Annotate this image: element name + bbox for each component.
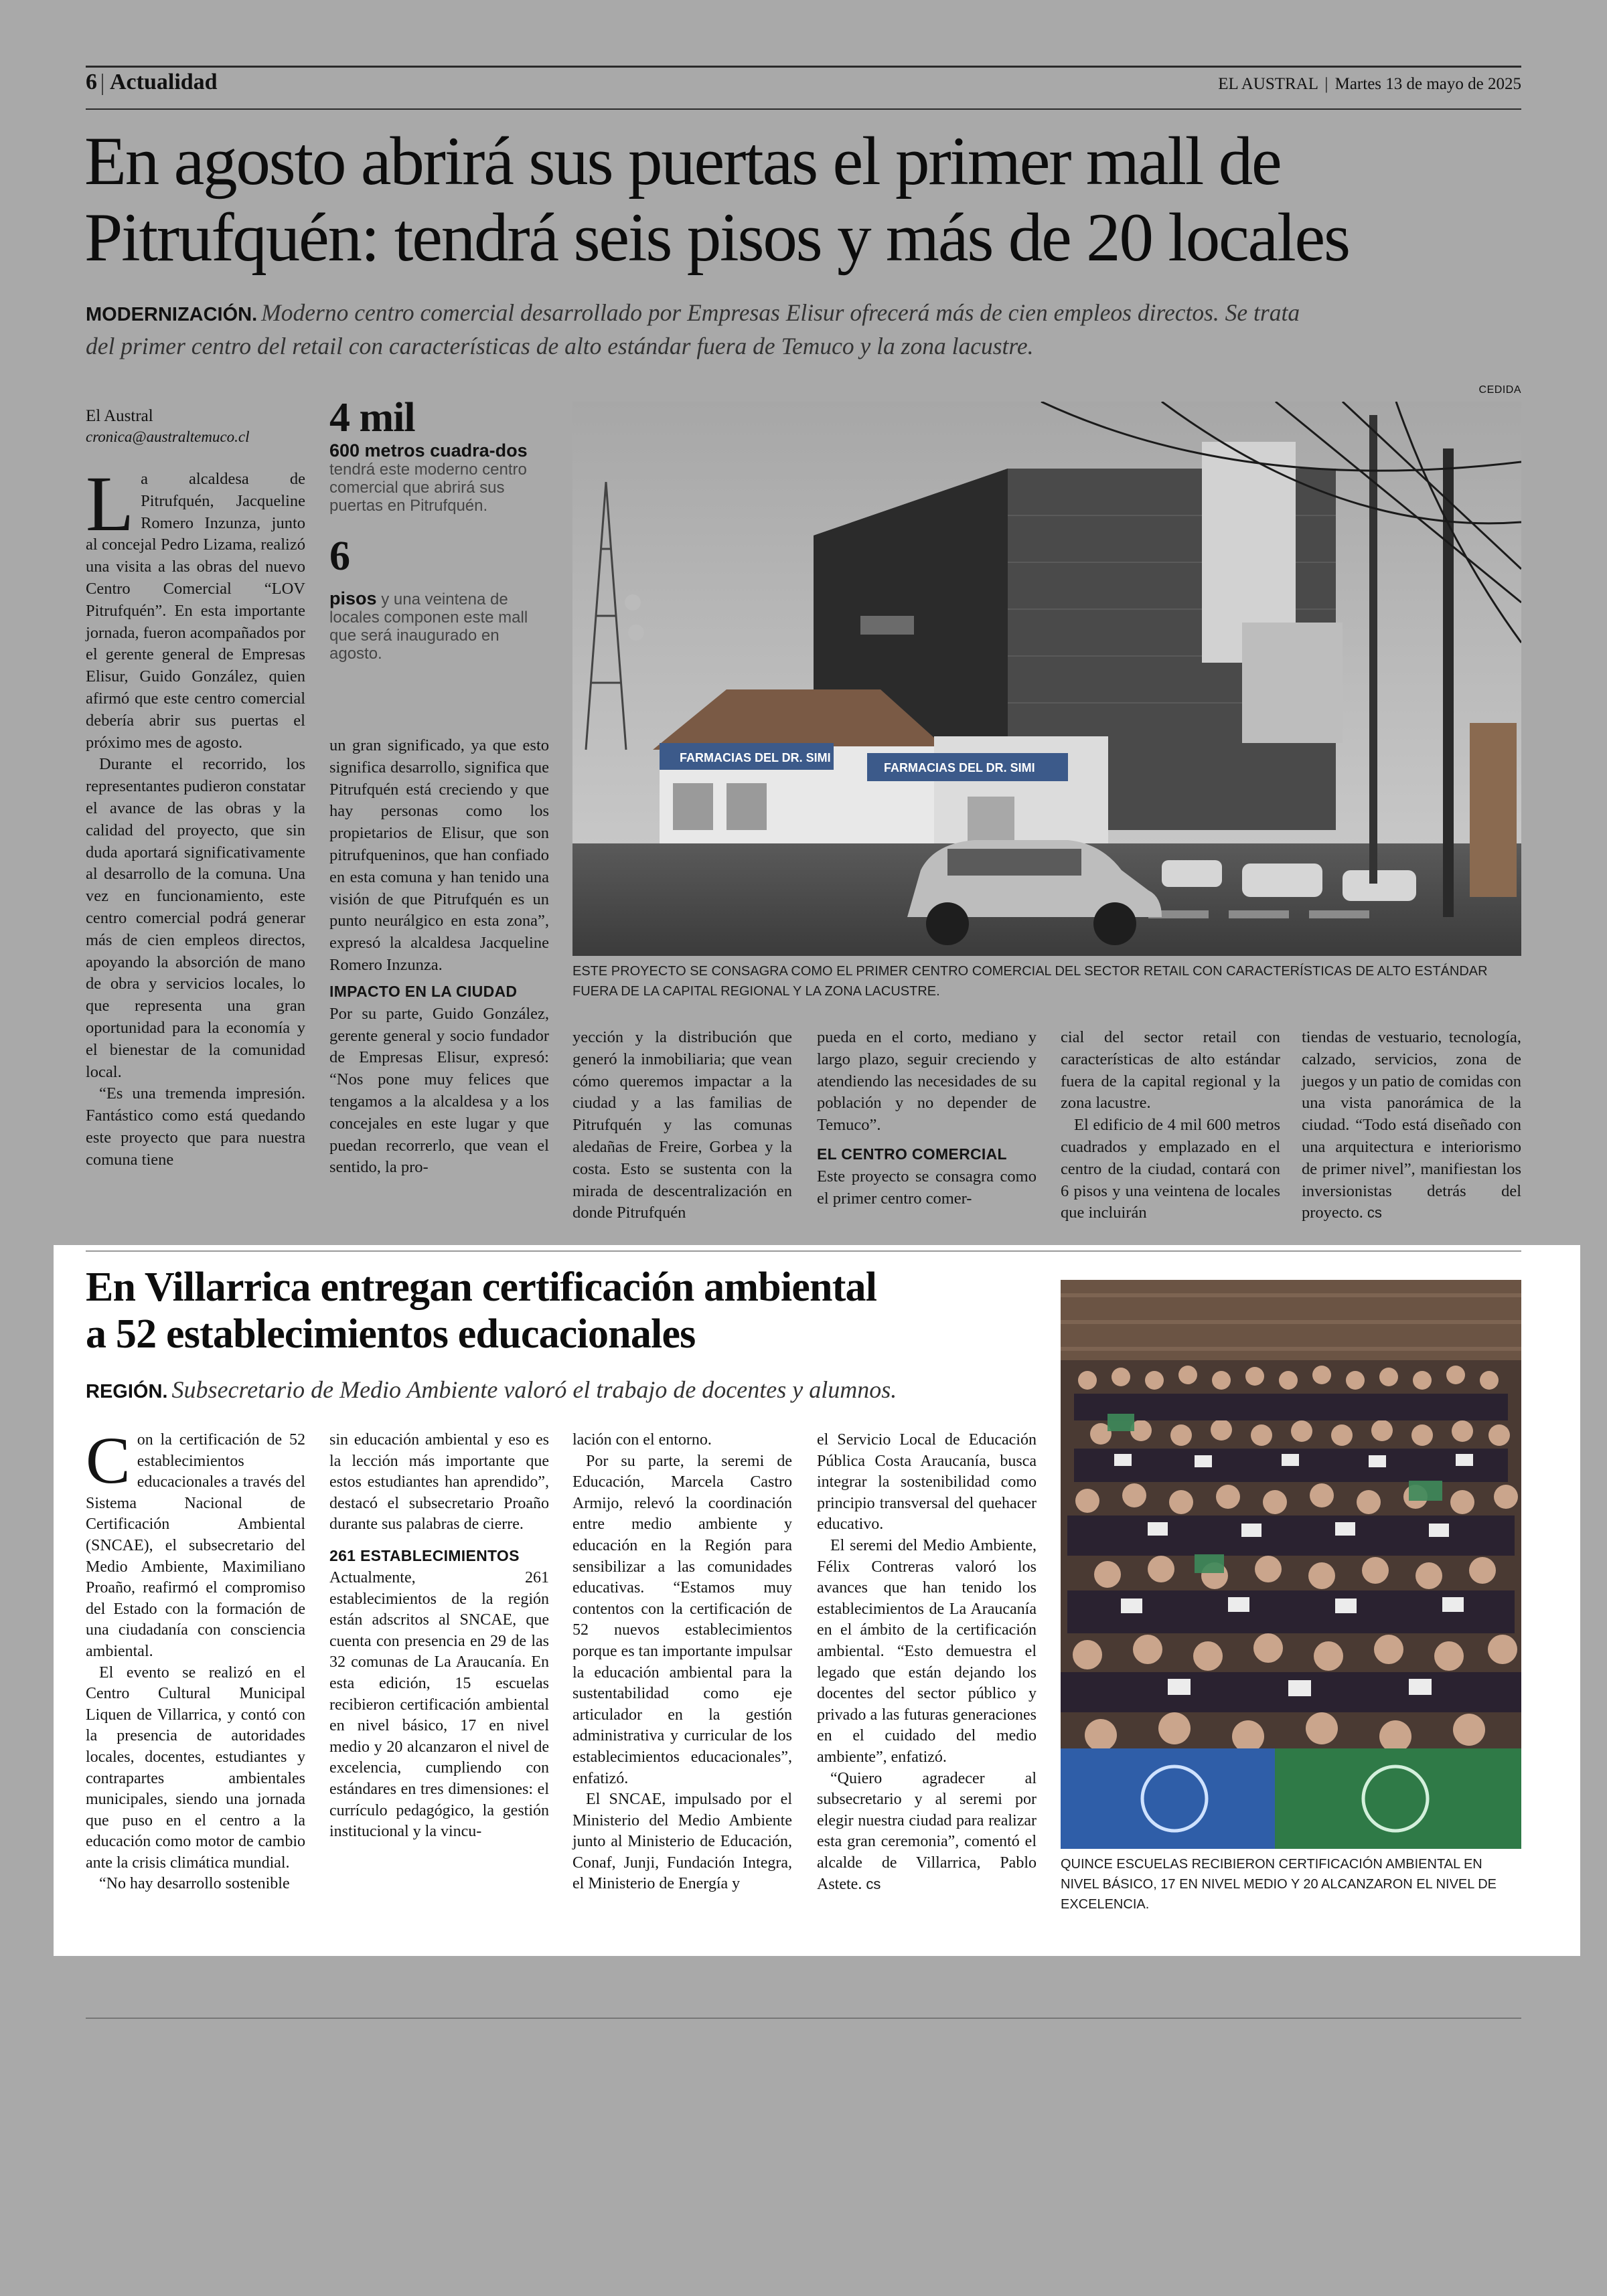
section-label: Actualidad [110, 70, 218, 94]
article1-column-4 [817, 1027, 1037, 1210]
article2-column-3 [572, 1430, 792, 1895]
article1-photo-caption: ESTE PROYECTO SE CONSAGRA COMO EL PRIMER CENTRO COMERCIAL DEL SECTOR RETAIL CON CARACTERÍSTICAS DE ALTO ESTÁNDAR FUERA DE LA CAPITAL REGIONAL Y LA ZONA LACUSTRE. [572, 964, 1488, 999]
stat2-text: y una veintena de locales componen este mall que será inaugurado en agosto. [329, 590, 528, 663]
article2-col1-p1: on la certificación de 52 establecimientos educacionales a través del Sistema Nacional de Certificación Ambiental (SNCAE), el subsecretario del Medio Ambiente, Maximiliano Proaño, reafirmó el compromiso del Estado con la formación de una ciudadanía con consciencia ambiental. [86, 1431, 305, 1660]
article2-column-1 [86, 1423, 305, 1895]
article2-dropcap: C [86, 1423, 131, 1497]
article1-col4-p1: pueda en el corto, mediano y largo plazo, seguir creciendo y atendiendo las necesidades de su población y no depender de Temuco”. [817, 1028, 1037, 1135]
page-bottom-rule [86, 2018, 1521, 2019]
article1-photo-credit: CEDIDA [1478, 384, 1521, 396]
publication-date: Martes 13 de mayo de 2025 [1334, 75, 1521, 93]
header-dateline [1218, 75, 1521, 94]
stat-box-area [329, 396, 537, 663]
article1-col1-p2: Durante el recorrido, los representantes pudieron constatar el avance de las obras y la calidad del proyecto, que sin duda aportará significativamente al desarrollo de la comuna. Una vez en funcionamiento, este centro comercial podrá generar más de cien empleos directos, apoyando la absorción de mano de obra y servicios locales, lo que representa una gran oportunidad para la economía y el bienestar de la comunidad local. [86, 755, 305, 1081]
article1-col1-p3: “Es una tremenda impresión. Fantástico como está quedando este proyecto que para nuestra comuna tiene [86, 1084, 305, 1169]
article1-dropcap: L [86, 460, 135, 548]
stat1-bold: 600 metros cuadra-dos [329, 440, 528, 461]
article1-subhead-impacto: IMPACTO EN LA CIUDAD [329, 982, 518, 1000]
photo-flag-blue [1061, 1748, 1288, 1849]
article1-column-5 [1061, 1027, 1280, 1224]
article1-lede-part2: del primer centro del retail con características de alto estándar fuera de Temuco y la zona lacustre. [86, 333, 1034, 359]
article2-headline-line1: En Villarrica entregan certificación ambiental [86, 1264, 877, 1310]
article1-end-mark: cs [1367, 1204, 1382, 1222]
stat1-description [329, 442, 537, 515]
article2-col2-p1: sin educación ambiental y eso es la lección más importante que estos estudiantes han aprendido”, destacó el subsecretario Proaño durante sus palabras de cierre. [329, 1431, 549, 1534]
article2-col4-p2: El seremi del Medio Ambiente, Félix Contreras valoró los avances que han tenido los establecimientos de La Araucanía en el ámbito de la certificación ambiental. “Esto demuestra el legado que están dejando los docentes del sector público y privado a las futuras generaciones en el cuidado del medio ambiente”, enfatizó. [817, 1536, 1037, 1766]
photo-sign-right: FARMACIAS DEL DR. SIMI [884, 761, 1035, 774]
article1-headline-line1: En agosto abrirá sus puertas el primer mall de [84, 123, 1281, 199]
article1-kicker: MODERNIZACIÓN. [86, 304, 258, 325]
stat2-bold: pisos [329, 588, 377, 608]
article1-lede [86, 297, 1532, 362]
article2-headline [86, 1264, 1023, 1358]
article2-col1-p3: “No hay desarrollo sostenible [99, 1875, 290, 1893]
article2-photo-caption: QUINCE ESCUELAS RECIBIERON CERTIFICACIÓN AMBIENTAL EN NIVEL BÁSICO, 17 EN NIVEL MEDIO Y 20 ALCANZARON EL NIVEL DE EXCELENCIA. [1061, 1857, 1497, 1912]
article1-col1-p1: a alcaldesa de Pitrufquén, Jacqueline Romero Inzunza, junto al concejal Pedro Lizama, realizó una visita a las obras del nuevo Centro Comercial “LOV Pitrufquén”. En esta importante jornada, fueron acompañados por el gerente general de Empresas Elisur, Guido González, quien afirmó que este centro comercial debería abrir sus puertas el próximo mes de agosto. [86, 470, 305, 752]
stat2-description [329, 590, 537, 663]
page-header [86, 70, 1521, 100]
article1-headline [84, 123, 1531, 276]
article2-col4-p1: el Servicio Local de Educación Pública Costa Araucanía, busca integrar la sostenibilidad como principio transversal del quehacer educativo. [817, 1431, 1037, 1534]
group-photo-illustration [1061, 1280, 1521, 1849]
article2-subhead-261: 261 ESTABLECIMIENTOS [329, 1546, 520, 1564]
photo-flag-green [1275, 1748, 1521, 1849]
dateline-separator: | [1324, 75, 1328, 93]
article2-column-2 [329, 1430, 549, 1843]
article1-email: cronica@australtemuco.cl [86, 428, 250, 445]
article2-lede [86, 1375, 1050, 1406]
article1-col5-p1: cial del sector retail con características de alto estándar fuera de la capital regional y la zona lacustre. [1061, 1028, 1280, 1113]
article2-photo [1061, 1280, 1521, 1849]
article1-column-2 [329, 735, 549, 1179]
article1-col4-p2: Este proyecto se consagra como el primer centro comer- [817, 1167, 1037, 1208]
article2-col3-p1: lación con el entorno. [572, 1431, 712, 1449]
article1-byline [86, 406, 287, 447]
header-bottom-rule [86, 108, 1521, 110]
article2-col4-p3: “Quiero agradecer al subsecretario y al seremi por elegir nuestra ciudad para realizar esta gran ceremonia”, comentó el alcalde de Villarrica, Pablo Astete. [817, 1769, 1037, 1894]
article2-lede-text: Subsecretario de Medio Ambiente valoró el trabajo de docentes y alumnos. [171, 1376, 897, 1403]
article1-subhead-centro: EL CENTRO COMERCIAL [817, 1145, 1007, 1163]
article1-column-1 [86, 460, 305, 1171]
article1-col5-p2: El edificio de 4 mil 600 metros cuadrados y emplazado en el centro de la ciudad, contará con 6 pisos y una veintena de locales que incluirán [1061, 1116, 1280, 1222]
article2-col2-p2: Actualmente, 261 establecimientos de la región están adscritos al SNCAE, que cuenta con presencia en 29 de las 32 comunas de La Araucanía. En esta edición, 15 escuelas recibieron certificación ambiental en nivel básico, 17 en nivel medio y 20 alcanzaron el nivel de excelencia, cumpliendo con estándares en tres dimensiones: el currículo pedagógico, la gestión institucional y la vincu- [329, 1568, 549, 1841]
article1-col6-p1: tiendas de vestuario, tecnología, calzado, servicios, zona de juegos y un patio de comidas con una vista panorámica de la ciudad. “Todo está diseñado con una arquitectura e interiorismo de primer nivel”, manifiestan los inversionistas detrás del proyecto. [1302, 1028, 1521, 1222]
article1-column-3 [572, 1027, 792, 1224]
stat1-number: 4 mil [329, 395, 415, 440]
article1-col2-p1: un gran significado, ya que esto significa desarrollo, significa que Pitrufquén está creciendo y que hay personas como los propietarios de Elisur, que son pitrufqueninos, que han confiado en esta comuna y han tenido una visión de que Pitrufquén es un punto neurálgico en esta zona”, expresó la alcaldesa Jacqueline Romero Inzunza. [329, 736, 549, 974]
article2-end-mark: cs [866, 1876, 881, 1893]
article1-photo [572, 402, 1521, 956]
article2-col3-p3: El SNCAE, impulsado por el Ministerio del Medio Ambiente junto al Ministerio de Educación, Conaf, Junji, Fundación Integra, el Ministerio de Energía y [572, 1791, 792, 1893]
header-top-rule [86, 66, 1521, 68]
stat2-number: 6 [329, 534, 350, 579]
article1-author: El Austral [86, 407, 153, 425]
article2-headline-line2: a 52 establecimientos educacionales [86, 1311, 696, 1357]
article2-column-4 [817, 1430, 1037, 1896]
mall-building-illustration [572, 402, 1521, 956]
article2-kicker: REGIÓN. [86, 1381, 168, 1402]
article2-col3-p2: Por su parte, la seremi de Educación, Marcela Castro Armijo, relevó la coordinación entre medio ambiente y educación en la Región para sensibilizar a las comunidades educativas. “Estamos muy contentos con la certificación de 52 nuevos establecimientos porque es tan importante impulsar la educación ambiental para la sustentabilidad como eje articulador en la gestión administrativa y curricular de los establecimientos educacionales”, enfatizó. [572, 1452, 792, 1787]
photo-sign-left: FARMACIAS DEL DR. SIMI [680, 751, 831, 764]
article1-column-6 [1302, 1027, 1521, 1224]
header-separator [102, 74, 103, 95]
article1-lede-part1: Moderno centro comercial desarrollado por Empresas Elisur ofrecerá más de cien empleos directos. Se trata [261, 299, 1300, 326]
page-number: 6 [86, 70, 97, 94]
publication-name: EL AUSTRAL [1218, 75, 1318, 93]
article2-top-rule [86, 1250, 1521, 1252]
article1-col3-p1: yección y la distribución que generó la inmobiliaria; que vean cómo queremos impactar a la ciudad y a las familias de Pitrufquén y las comunas aledañas de Freire, Gorbea y la costa. Esto se sustenta con la mirada de descentralización en donde Pitrufquén [572, 1028, 792, 1222]
stat1-text: tendrá este moderno centro comercial que abrirá sus puertas en Pitrufquén. [329, 461, 527, 515]
article1-headline-line2: Pitrufquén: tendrá seis pisos y más de 20 locales [84, 199, 1349, 276]
article2-col1-p2: El evento se realizó en el Centro Cultural Municipal Liquen de Villarrica, y contó con la presencia de autoridades locales, docentes, estudiantes y contrapartes ambientales municipales, siendo una jornada que puso en el centro a la educación como motor de cambio ante la crisis climática mundial. [86, 1663, 305, 1872]
article1-col2-p2: Por su parte, Guido González, gerente general y socio fundador de Empresas Elisur, expresó: “Nos pone muy felices que tengamos a la alcaldesa y a los concejales en este lugar y que puedan recorrerlo, que vean el sentido, la pro- [329, 1004, 549, 1177]
